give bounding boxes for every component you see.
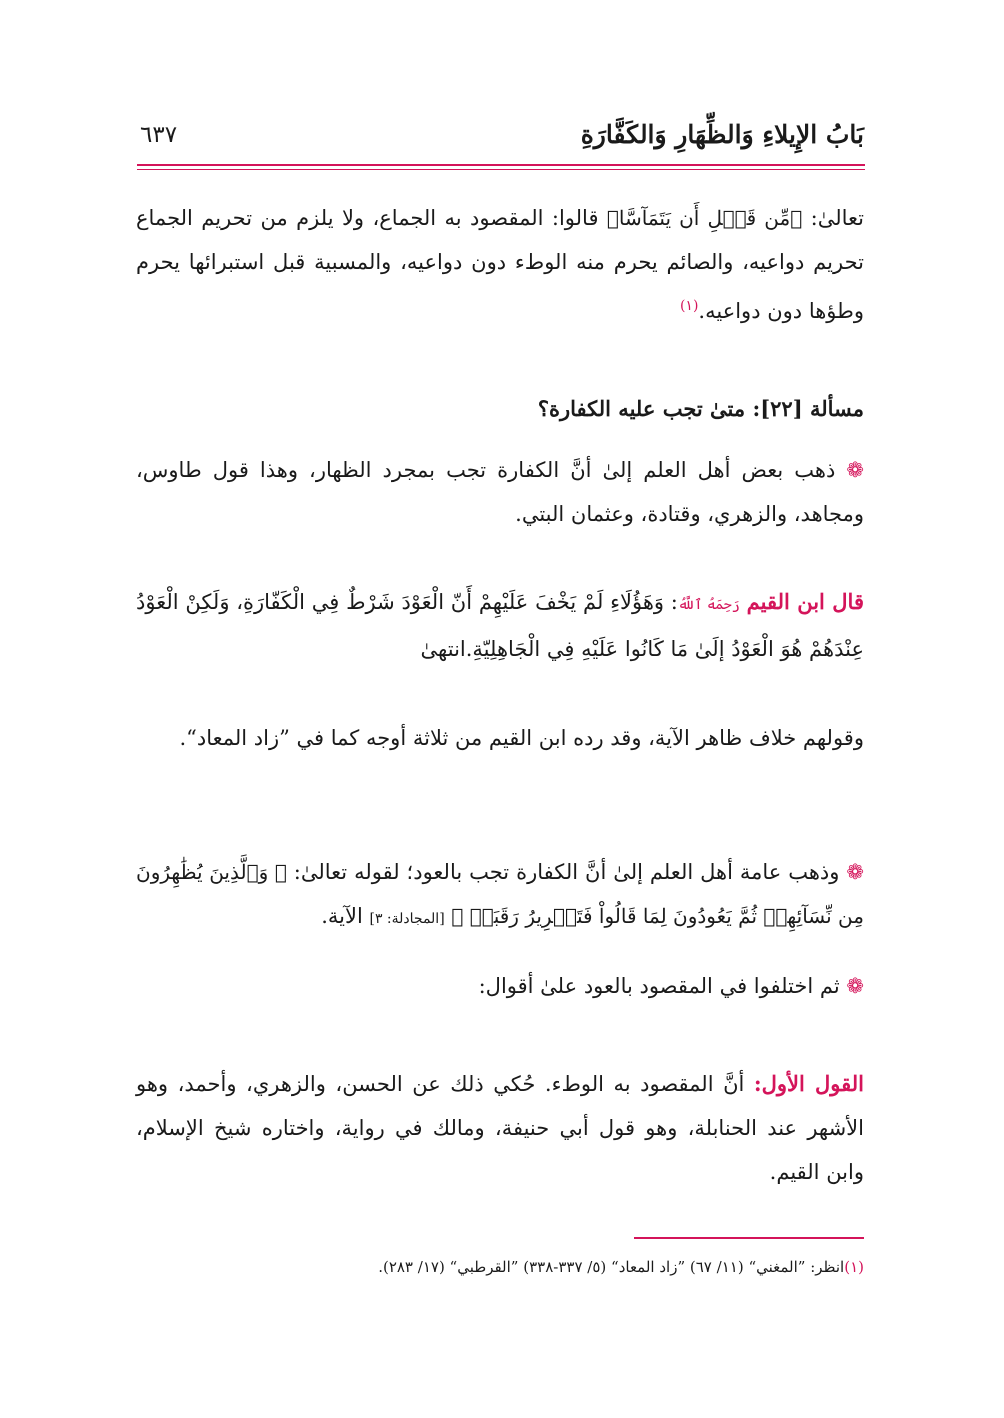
footnote-marker[interactable]: (١): [679, 298, 699, 314]
header-rule: [137, 164, 865, 166]
p2-text: ذهب بعض أهل العلم إلىٰ أنَّ الكفارة تجب بمجرد الظهار، وهذا قول طاوس، ومجاهد، والزهري، وقتادة، وعثمان البتي.: [136, 458, 864, 526]
flower-ornament-icon: ❁: [846, 974, 864, 998]
footnote: [136, 1258, 864, 1276]
p5-end: الآية.: [321, 904, 363, 928]
paragraph-5: [136, 850, 864, 941]
first-opinion-label: القول الأول:: [753, 1071, 864, 1096]
footnote-number: (١): [844, 1258, 864, 1276]
quran-verse-2: ﴿ وَٱلَّذِينَ يُظَٰهِرُونَ مِن نِّسَآئِهِمۡ ثُمَّ يَعُودُونَ لِمَا قَالُواْ فَتَحۡرِيرُ رَقَبَةٖ ﴾: [136, 860, 864, 928]
paragraph-6: [136, 964, 864, 1008]
header-rule-thin: [137, 169, 865, 170]
footnote-rule: [634, 1237, 864, 1239]
flower-ornament-icon: ❁: [846, 458, 864, 482]
issue-title: متىٰ تجب عليه الكفارة؟: [537, 396, 746, 421]
honorific: رَحِمَهُ ٱللَّهُ: [677, 597, 740, 613]
p1-prefix: تعالىٰ:: [810, 206, 864, 230]
page-number: ٦٣٧: [140, 122, 178, 148]
section-heading: [538, 396, 864, 421]
p6-text: ثم اختلفوا في المقصود بالعود علىٰ أقوال:: [478, 974, 840, 998]
paragraph-7: [136, 1062, 864, 1194]
ibn-qayyim-quote: : وَهَؤُلَاءِ لَمْ يَخْفَ عَلَيْهِمْ أَنّ الْعَوْدَ شَرْطٌ فِي الْكَفّارَةِ، وَلَكِنْ الْعَوْدُ عِنْدَهُمْ هُوَ الْعَوْدُ إلَىٰ مَا كَانُوا عَلَيْهِ فِي الْجَاهِلِيّةِ.انتهىٰ: [136, 590, 864, 661]
paragraph-4: [136, 716, 864, 760]
paragraph-2: [136, 448, 864, 536]
quran-verse-1: ﴿مِّن قَبۡلِ أَن يَتَمَآسَّا﴾: [606, 206, 803, 230]
p7-text: أنَّ المقصود به الوطء. حُكي ذلك عن الحسن، والزهري، وأحمد، وهو الأشهر عند الحنابلة، وهو قول أبي حنيفة، ومالك في رواية، واختاره شيخ الإسلام، وابن القيم.: [136, 1072, 864, 1184]
quote-attribution: قال ابن القيم: [746, 589, 864, 614]
verse-reference: [المجادلة: ٣]: [369, 911, 445, 927]
issue-number: مسألة [٢٢]:: [752, 396, 864, 421]
p4-text: وقولهم خلاف ظاهر الآية، وقد رده ابن القيم من ثلاثة أوجه كما في ”زاد المعاد“.: [179, 726, 864, 750]
paragraph-3: [136, 580, 864, 671]
p1-text: قالوا: المقصود به الجماع، ولا يلزم من تحريم الجماع تحريم دواعيه، والصائم يحرم منه الوطء دون دواعيه، والمسبية قبل استبرائها يحرم وطؤها دون دواعيه.: [136, 206, 864, 323]
flower-ornament-icon: ❁: [846, 860, 864, 884]
paragraph-1: [136, 196, 864, 333]
footnote-text: انظر: ”المغني“ (١١/ ٦٧) ”زاد المعاد“ (٥/ ٣٣٧-٣٣٨) ”القرطبي“ (١٧/ ٢٨٣).: [378, 1258, 845, 1276]
running-header-title: بَابُ الإِيلاءِ وَالظِّهَارِ وَالكَفَّارَةِ: [580, 120, 864, 149]
p5-text: وذهب عامة أهل العلم إلىٰ أنَّ الكفارة تجب بالعود؛ لقوله تعالىٰ:: [293, 860, 840, 884]
